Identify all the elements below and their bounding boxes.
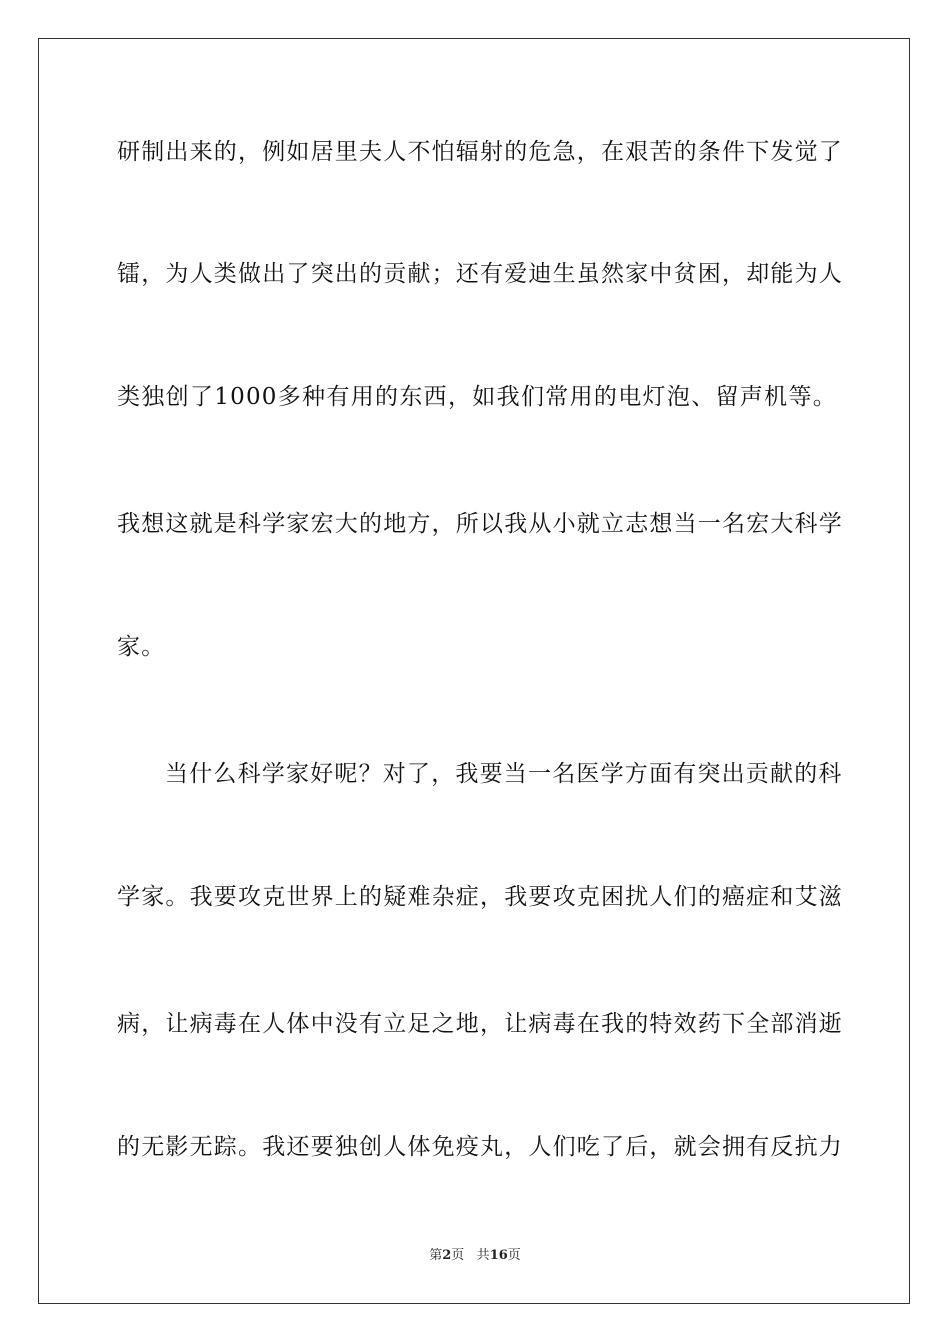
page-footer: [0, 1248, 950, 1264]
page-number: 2: [442, 1248, 452, 1263]
total-suffix: 页: [507, 1248, 521, 1263]
text-line: 学家。我要攻克世界上的疑难杂症，我要攻克困扰人们的癌症和艾滋: [117, 884, 843, 910]
text-line: 我想这就是科学家宏大的地方，所以我从小就立志想当一名宏大科学: [117, 511, 843, 537]
text-line: 类独创了1000多种有用的东西，如我们常用的电灯泡、留声机等。: [117, 384, 837, 410]
text-line: 家。: [117, 634, 166, 660]
total-prefix: 共: [476, 1248, 490, 1263]
text-line: 研制出来的，例如居里夫人不怕辐射的危急，在艰苦的条件下发觉了: [117, 139, 843, 165]
paragraph-first-line: 当什么科学家好呢？对了，我要当一名医学方面有突出贡献的科: [165, 761, 843, 787]
text-line: 镭，为人类做出了突出的贡献；还有爱迪生虽然家中贫困，却能为人: [117, 261, 843, 287]
page-prefix: 第: [429, 1248, 443, 1263]
text-line: 的无影无踪。我还要独创人体免疫丸，人们吃了后，就会拥有反抗力: [117, 1134, 843, 1160]
page-suffix: 页: [451, 1248, 465, 1263]
page-border: [38, 38, 910, 1304]
text-line: 病，让病毒在人体中没有立足之地，让病毒在我的特效药下全部消逝: [117, 1011, 843, 1037]
total-pages: 16: [489, 1248, 508, 1263]
